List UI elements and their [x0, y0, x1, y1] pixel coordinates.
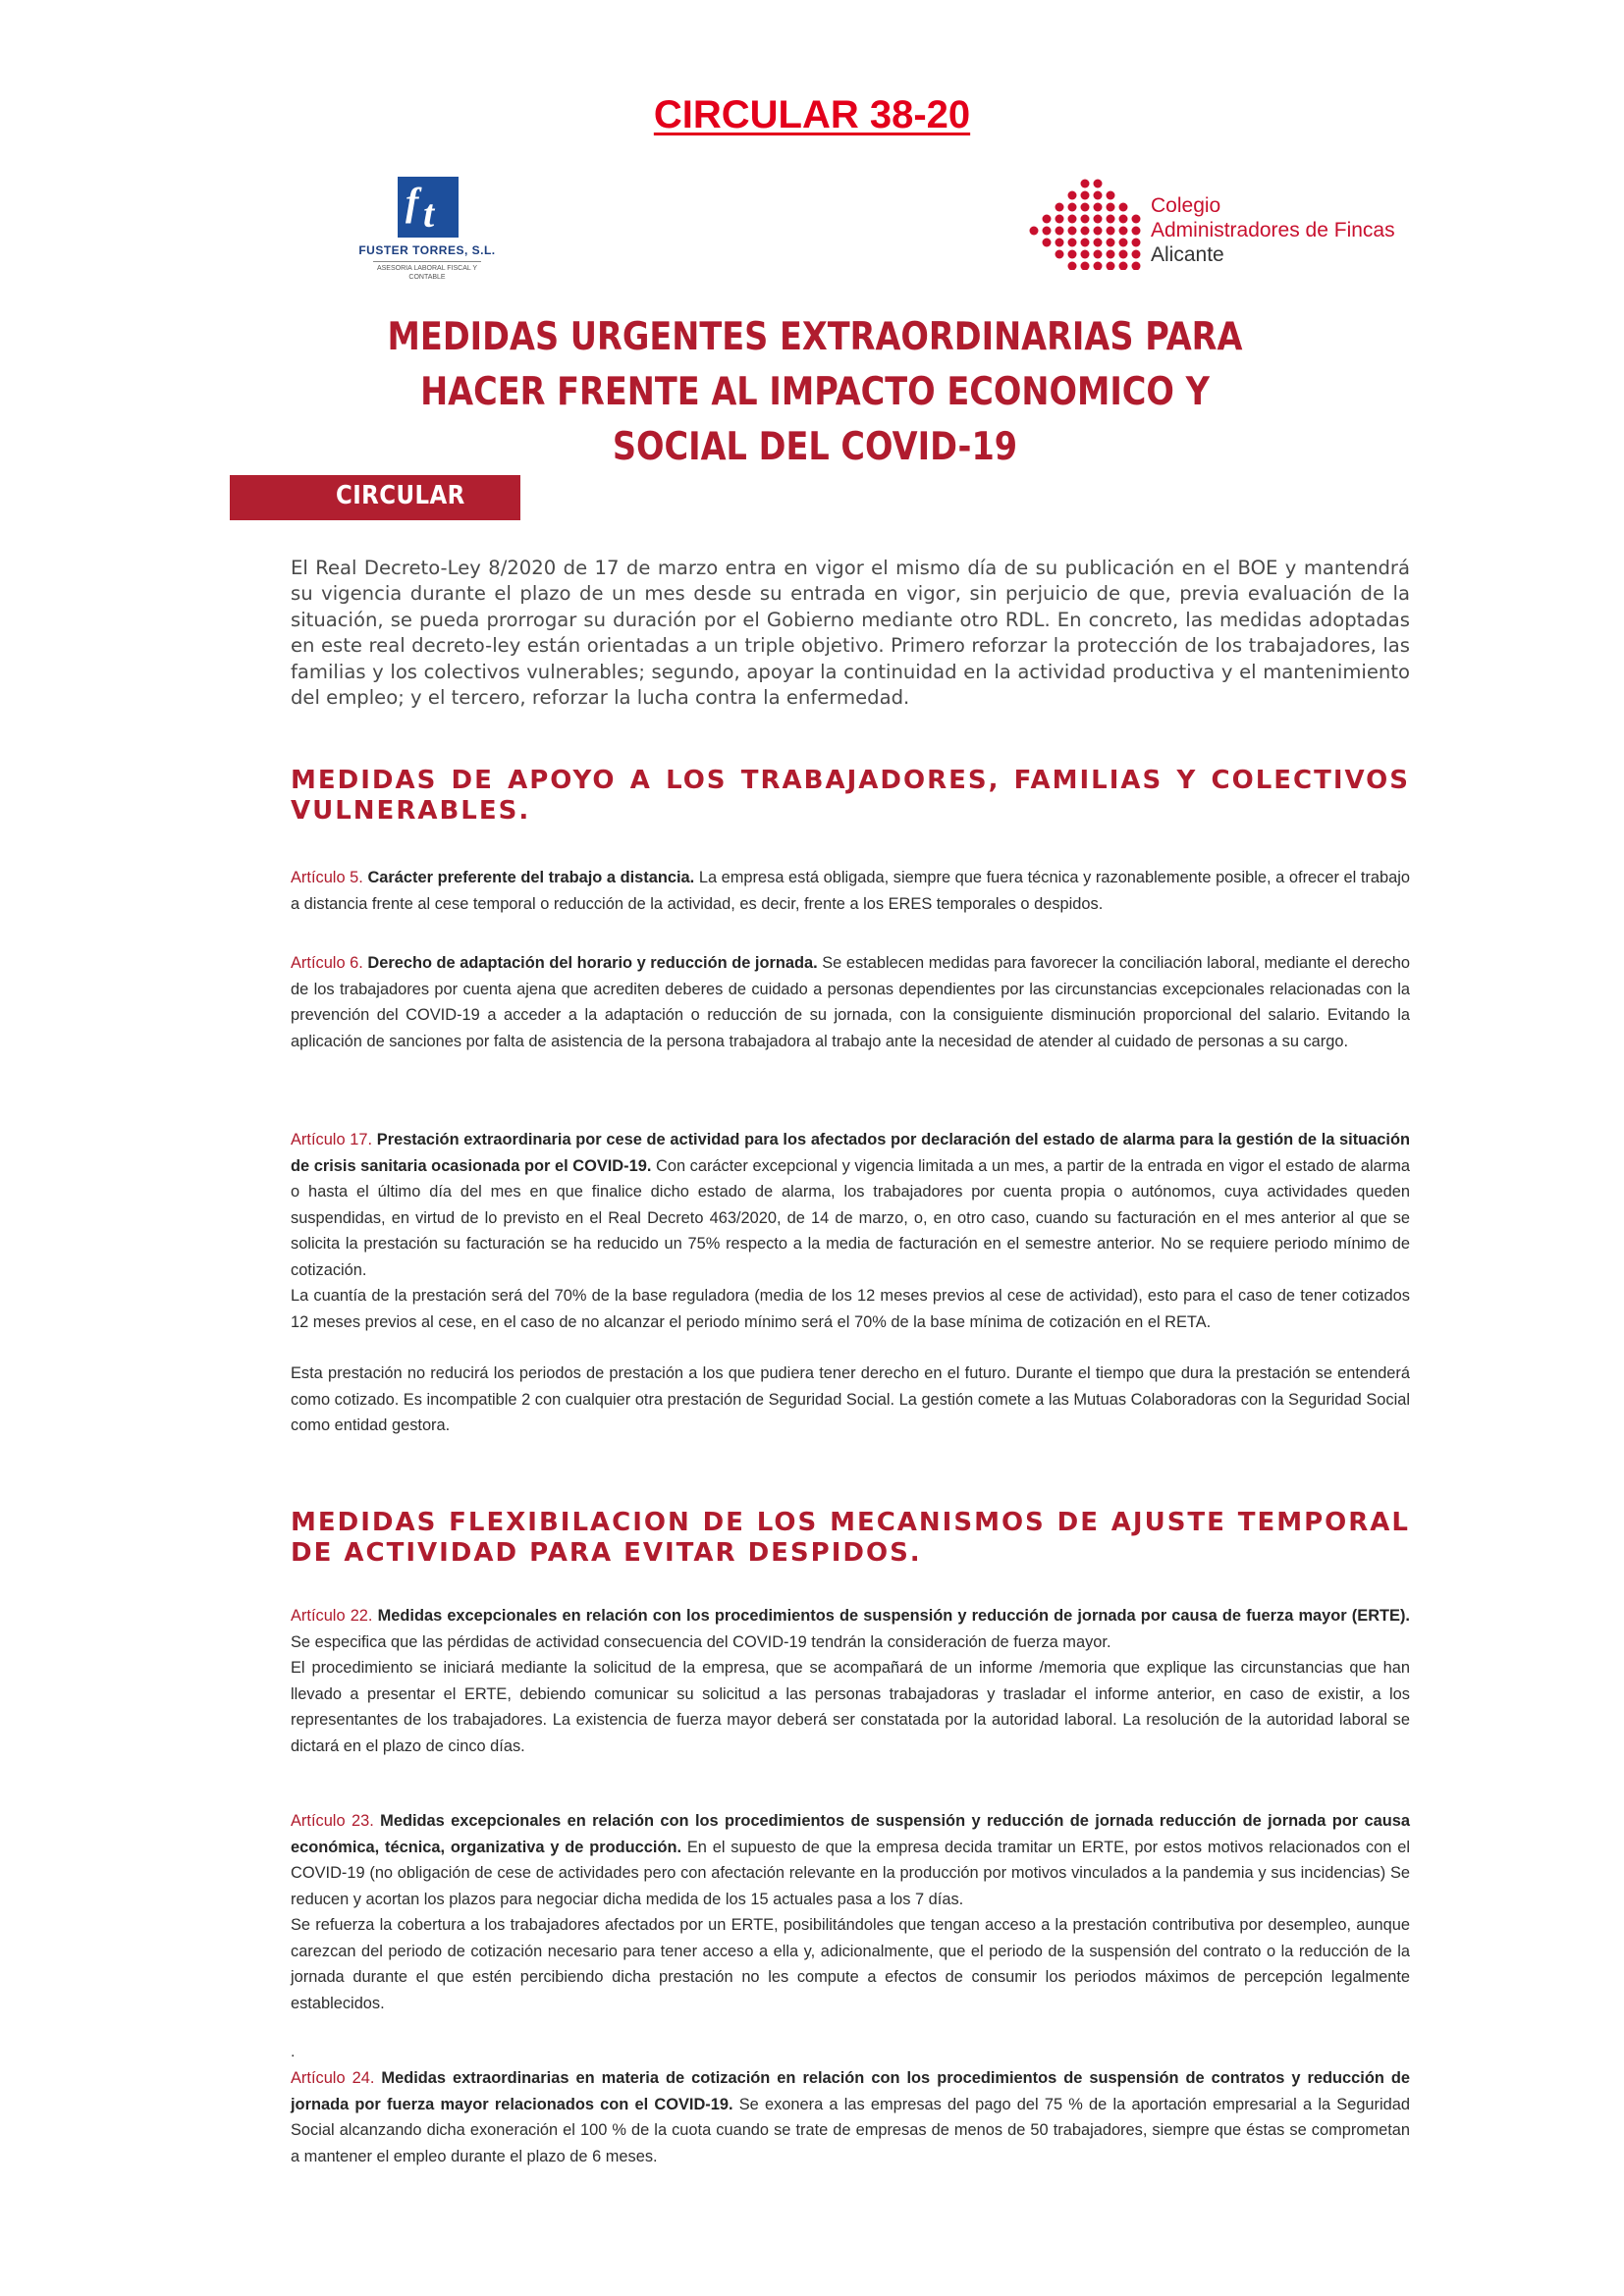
ft-monogram-icon: f t	[398, 177, 459, 238]
article-text: Se exonera a las empresas del pago del 75 % de la aportación empresarial a la Seguridad Social alcanzando dicha exoneración el 100 % de la cuota cuando se trate de empresas de menos de 50 trabajadores, siempre que éstas se comprometan a mantener el empleo durante el plazo de 6 meses.	[291, 2095, 1410, 2165]
colegio-line1: Colegio	[1151, 194, 1221, 217]
article-label: Artículo 24.	[291, 2069, 375, 2087]
colegio-dots-icon	[1029, 177, 1142, 270]
article-title: Medidas excepcionales en relación con los procedimientos de suspensión y reducción de jornada por causa de fuerza mayor (ERTE).	[377, 1607, 1410, 1625]
colegio-line3: Alicante	[1151, 243, 1224, 266]
section-heading-flexibilizacion: MEDIDAS FLEXIBILACION DE LOS MECANISMOS DE AJUSTE TEMPORAL DE ACTIVIDAD PARA EVITAR DESPIDOS.	[291, 1508, 1410, 1568]
intro-paragraph: El Real Decreto-Ley 8/2020 de 17 de marzo entra en vigor el mismo día de su publicación en el BOE y mantendrá su vigencia durante el plazo de un mes desde su entrada en vigor, sin perjuicio de que, previa evaluación de la situación, se pueda prorrogar su duración por el Gobierno mediante otro RDL. En concreto, las medidas adoptadas en este real decreto-ley están orientadas a un triple objetivo. Primero reforzar la protección de los trabajadores, las familias y los colectivos vulnerables; segundo, apoyar la continuidad en la actividad productiva y el mantenimiento del empleo; y el tercero, reforzar la lucha contra la enfermedad.	[291, 557, 1410, 710]
article-title: Carácter preferente del trabajo a distancia.	[367, 869, 695, 886]
article-label: Artículo 22.	[291, 1607, 373, 1625]
article-text-2: El procedimiento se iniciará mediante la solicitud de la empresa, que se acompañará de un informe /memoria que explique las circunstancias que han llevado a presentar el ERTE, debiendo comunicar su solicitud a las personas trabajadoras y trasladar el informe anterior, en caso de existir, a los representantes de los trabajadores. La existencia de fuerza mayor deberá ser constatada por la autoridad laboral. La resolución de la autoridad laboral se dictará en el plazo de cinco días.	[291, 1659, 1410, 1755]
circular-banner-label: CIRCULAR	[336, 481, 465, 510]
article-6	[291, 950, 1410, 1054]
title-line2: HACER FRENTE AL IMPACTO ECONOMICO Y	[420, 370, 1210, 414]
article-label: Artículo 6.	[291, 954, 363, 972]
fuster-torres-logo	[353, 177, 501, 304]
article-label: Artículo 17.	[291, 1131, 373, 1148]
article-label: Artículo 23.	[291, 1812, 374, 1830]
article-label: Artículo 5.	[291, 869, 363, 886]
document-title	[351, 310, 1279, 475]
article-title: Derecho de adaptación del horario y reducción de jornada.	[367, 954, 818, 972]
colegio-logo-text	[1151, 193, 1395, 267]
article-23	[291, 1808, 1410, 2016]
fuster-logo-name: FUSTER TORRES, S.L.	[358, 243, 496, 257]
title-line3: SOCIAL DEL COVID-19	[612, 425, 1018, 469]
title-line1: MEDIDAS URGENTES EXTRAORDINARIAS PARA	[387, 315, 1243, 359]
article-text: La empresa está obligada, siempre que fuera técnica y razonablemente posible, a ofrecer el trabajo a distancia frente al cese temporal o reducción de la actividad, es decir, frente a los ERES temporales o despidos.	[291, 869, 1410, 913]
section-heading-apoyo: MEDIDAS DE APOYO A LOS TRABAJADORES, FAMILIAS Y COLECTIVOS VULNERABLES.	[291, 766, 1410, 826]
stray-mark: .	[291, 2044, 296, 2060]
circular-banner	[230, 475, 520, 520]
article-title: Medidas excepcionales en relación con los procedimientos de suspensión y reducción de jornada reducción de jornada por causa económica, técnica, organizativa y de producción.	[291, 1812, 1411, 1856]
article-text-2: La cuantía de la prestación será del 70% de la base reguladora (media de los 12 meses previos al cese de actividad), esto para el caso de tener cotizados 12 meses previos al cese, en el caso de no alcanzar el periodo mínimo será el 70% de la base mínima de cotización en el RETA.	[291, 1287, 1410, 1331]
article-text: Se establecen medidas para favorecer la conciliación laboral, mediante el derecho de los trabajadores por cuenta ajena que acrediten deberes de cuidado a personas dependientes por las circunstancias excepcionales relacionadas con la prevención del COVID-19 a acceder a la adaptación o reducción de su jornada, con la consiguiente disminución proporcional del salario. Evitando la aplicación de sanciones por falta de asistencia de la persona trabajadora al trabajo ante la necesidad de atender al cuidado de personas a su cargo.	[291, 954, 1410, 1050]
article-text-2: Se refuerza la cobertura a los trabajadores afectados por un ERTE, posibilitándoles que tengan acceso a la prestación contributiva por desempleo, aunque carezcan del periodo de cotización necesario para tener acceso a ella y, adicionalmente, que el periodo de la suspensión del contrato o la reducción de la jornada durante el que estén percibiendo dicha prestación no les compute a efectos de consumir los periodos máximos de percepción legalmente establecidos.	[291, 1916, 1410, 2012]
colegio-line2: Administradores de Fincas	[1151, 219, 1395, 241]
article-title: Medidas extraordinarias en materia de cotización en relación con los procedimientos de suspensión de contratos y reducción de jornada por fuerza mayor relacionados con el COVID-19.	[291, 2069, 1410, 2113]
article-text: En el supuesto de que la empresa decida tramitar un ERTE, por estos motivos relacionados con el COVID-19 (no obligación de cese de actividades pero con afectación relevante en la producción por motivos vinculados a la pandemia y sus incidencias) Se reducen y acortan los plazos para negociar dicha medida de los 15 actuales pasa a los 7 días.	[291, 1838, 1410, 1908]
article-text: Se especifica que las pérdidas de actividad consecuencia del COVID-19 tendrán la consideración de fuerza mayor.	[291, 1632, 1111, 1651]
circular-code: CIRCULAR 38-20	[653, 93, 971, 136]
fuster-logo-tagline: ASESORIA LABORAL FISCAL Y CONTABLE	[373, 261, 481, 282]
article-17	[291, 1127, 1410, 1439]
article-5	[291, 865, 1410, 917]
article-24	[291, 2065, 1410, 2169]
article-22	[291, 1603, 1410, 1759]
article-text: Con carácter excepcional y vigencia limitada a un mes, a partir de la entrada en vigor el estado de alarma o hasta el último día del mes en que finalice dicho estado de alarma, los trabajadores por cuenta propia o autónomos, cuya actividades queden suspendidas, en virtud de lo previsto en el Real Decreto 463/2020, de 14 de marzo, o, en otro caso, cuando su facturación en el mes anterior al que se solicita la prestación su facturación se ha reducido un 75% respecto a la media de facturación en el semestre anterior. No se requiere periodo mínimo de cotización.	[291, 1156, 1411, 1279]
article-title: Prestación extraordinaria por cese de actividad para los afectados por declaración del estado de alarma para la gestión de la situación de crisis sanitaria ocasionada por el COVID-19.	[291, 1131, 1411, 1175]
article-text-3: Esta prestación no reducirá los periodos de prestación a los que pudiera tener derecho en el futuro. Durante el tiempo que dura la prestación se entenderá como cotizado. Es incompatible 2 con cualquier otra prestación de Seguridad Social. La gestión comete a las Mutuas Colaboradoras con la Seguridad Social como entidad gestora.	[291, 1364, 1410, 1434]
